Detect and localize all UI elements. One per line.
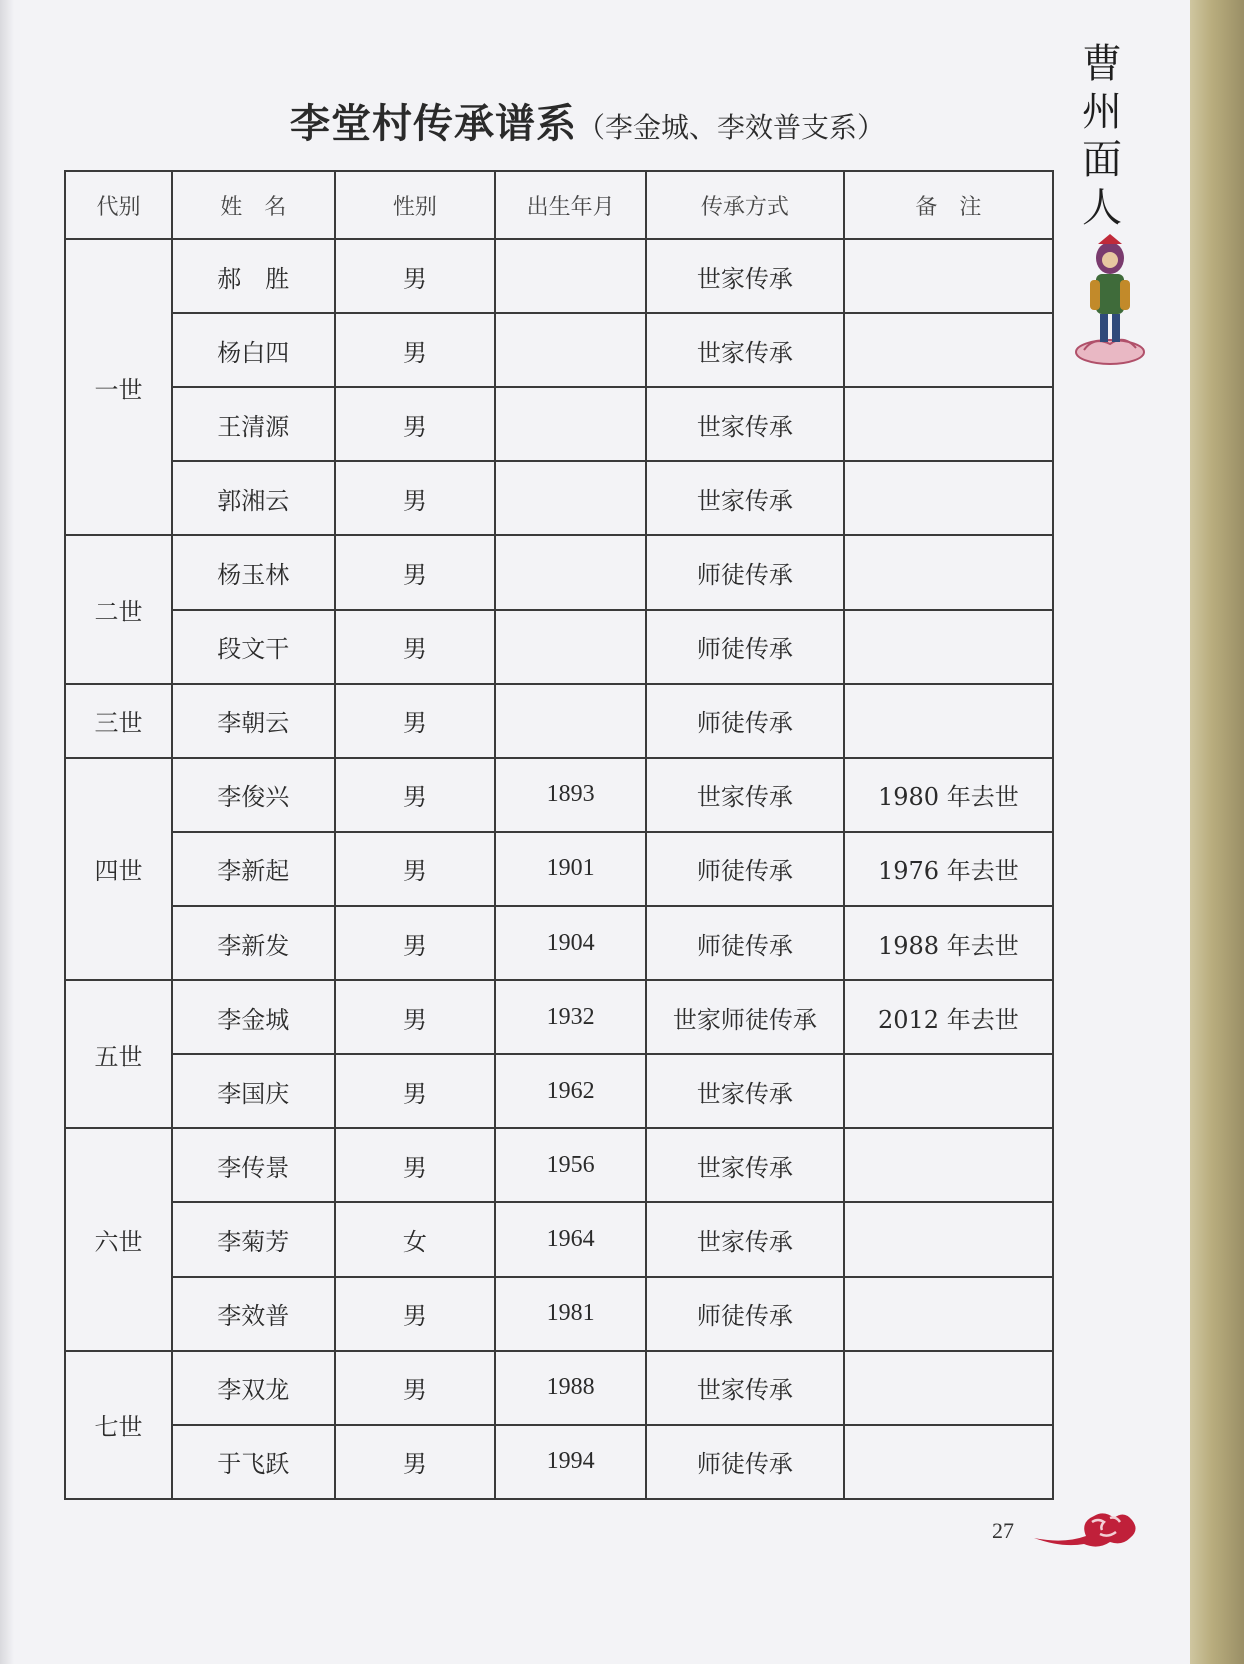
cell-note [844,684,1053,758]
table-row [65,980,1053,1054]
cell-gender: 男 [335,832,495,906]
table-row [65,758,1053,832]
cell-gender: 男 [335,1128,495,1202]
table-row [65,1277,1053,1351]
table-row [65,313,1053,387]
title-main: 李堂村传承谱系 [290,101,577,147]
cell-gender: 男 [335,610,495,684]
cell-method: 师徒传承 [646,906,844,980]
cell-name: 李朝云 [172,684,335,758]
cell-gender: 男 [335,239,495,313]
cell-method: 师徒传承 [646,610,844,684]
generation-label: 二世 [65,535,172,683]
cell-name: 李菊芳 [172,1202,335,1276]
lineage-body [65,239,1053,1499]
cell-note: 1988 年去世 [844,906,1053,980]
cell-name: 郭湘云 [172,461,335,535]
cell-note: 2012 年去世 [844,980,1053,1054]
table-row [65,535,1053,609]
lineage-table [64,170,1054,1500]
cell-name: 李国庆 [172,1054,335,1128]
page-number: 27 [992,1518,1014,1543]
header-method: 传承方式 [646,171,844,239]
cell-gender: 女 [335,1202,495,1276]
cell-gender: 男 [335,906,495,980]
cell-birth: 1901 [495,832,646,906]
cell-birth [495,535,646,609]
cell-note [844,1351,1053,1425]
cell-note [844,1202,1053,1276]
header-generation: 代别 [65,171,172,239]
cell-method: 世家传承 [646,1054,844,1128]
cell-method: 世家传承 [646,387,844,461]
red-cloud-icon [1030,1500,1140,1550]
generation-label: 三世 [65,684,172,758]
cell-method: 师徒传承 [646,535,844,609]
header-note: 备 注 [844,171,1053,239]
cell-gender: 男 [335,1277,495,1351]
cell-birth: 1932 [495,980,646,1054]
cell-birth: 1988 [495,1351,646,1425]
cell-name: 李传景 [172,1128,335,1202]
cell-method: 世家传承 [646,1351,844,1425]
book-edge [1190,0,1244,1664]
cell-birth [495,461,646,535]
cell-birth: 1893 [495,758,646,832]
table-row [65,1054,1053,1128]
cell-name: 杨玉林 [172,535,335,609]
generation-label: 五世 [65,980,172,1128]
cell-name: 郝 胜 [172,239,335,313]
cell-gender: 男 [335,1351,495,1425]
cell-method: 世家传承 [646,1128,844,1202]
cell-gender: 男 [335,980,495,1054]
header-birth: 出生年月 [495,171,646,239]
table-row [65,684,1053,758]
cell-method: 世家传承 [646,239,844,313]
table-header-row [65,171,1053,239]
cell-method: 师徒传承 [646,684,844,758]
cell-gender: 男 [335,1054,495,1128]
cell-note [844,1425,1053,1499]
cell-name: 李效普 [172,1277,335,1351]
cell-name: 李金城 [172,980,335,1054]
cell-method: 世家传承 [646,1202,844,1276]
generation-label: 四世 [65,758,172,980]
cell-method: 世家传承 [646,758,844,832]
page-title [290,92,885,149]
cell-name: 于飞跃 [172,1425,335,1499]
cell-method: 师徒传承 [646,1425,844,1499]
cell-name: 李新起 [172,832,335,906]
cell-method: 世家师徒传承 [646,980,844,1054]
cell-birth: 1994 [495,1425,646,1499]
cell-note [844,535,1053,609]
cell-name: 段文干 [172,610,335,684]
cell-note [844,1054,1053,1128]
cell-name: 李双龙 [172,1351,335,1425]
table-row [65,1351,1053,1425]
cell-gender: 男 [335,684,495,758]
cell-method: 世家传承 [646,313,844,387]
cell-gender: 男 [335,387,495,461]
cell-birth: 1964 [495,1202,646,1276]
cell-birth: 1956 [495,1128,646,1202]
table-row [65,461,1053,535]
cell-note [844,387,1053,461]
cell-gender: 男 [335,1425,495,1499]
cell-birth: 1962 [495,1054,646,1128]
cell-method: 师徒传承 [646,1277,844,1351]
cell-note [844,1128,1053,1202]
side-title: 曹州面人 [1082,41,1122,231]
cell-birth: 1904 [495,906,646,980]
cell-gender: 男 [335,313,495,387]
cell-note [844,461,1053,535]
cell-note [844,1277,1053,1351]
dough-figurine-icon [1070,230,1150,370]
generation-label: 七世 [65,1351,172,1499]
cell-note: 1980 年去世 [844,758,1053,832]
cell-gender: 男 [335,758,495,832]
cell-note [844,239,1053,313]
cell-gender: 男 [335,535,495,609]
table-row [65,1202,1053,1276]
header-name: 姓 名 [172,171,335,239]
cell-birth [495,239,646,313]
cell-name: 李俊兴 [172,758,335,832]
cell-birth [495,610,646,684]
table-row [65,610,1053,684]
table-row [65,906,1053,980]
table-row [65,387,1053,461]
header-gender: 性别 [335,171,495,239]
cell-birth [495,313,646,387]
cell-birth [495,387,646,461]
cell-name: 李新发 [172,906,335,980]
cell-name: 王清源 [172,387,335,461]
table-row [65,1425,1053,1499]
table-row [65,1128,1053,1202]
cell-method: 师徒传承 [646,832,844,906]
table-row [65,239,1053,313]
generation-label: 六世 [65,1128,172,1350]
cell-birth [495,684,646,758]
page-binding [0,0,14,1664]
cell-name: 杨白四 [172,313,335,387]
title-sub: （李金城、李效普支系） [577,111,886,144]
table-row [65,832,1053,906]
cell-note: 1976 年去世 [844,832,1053,906]
cell-note [844,610,1053,684]
cell-birth: 1981 [495,1277,646,1351]
cell-note [844,313,1053,387]
cell-gender: 男 [335,461,495,535]
cell-method: 世家传承 [646,461,844,535]
generation-label: 一世 [65,239,172,535]
